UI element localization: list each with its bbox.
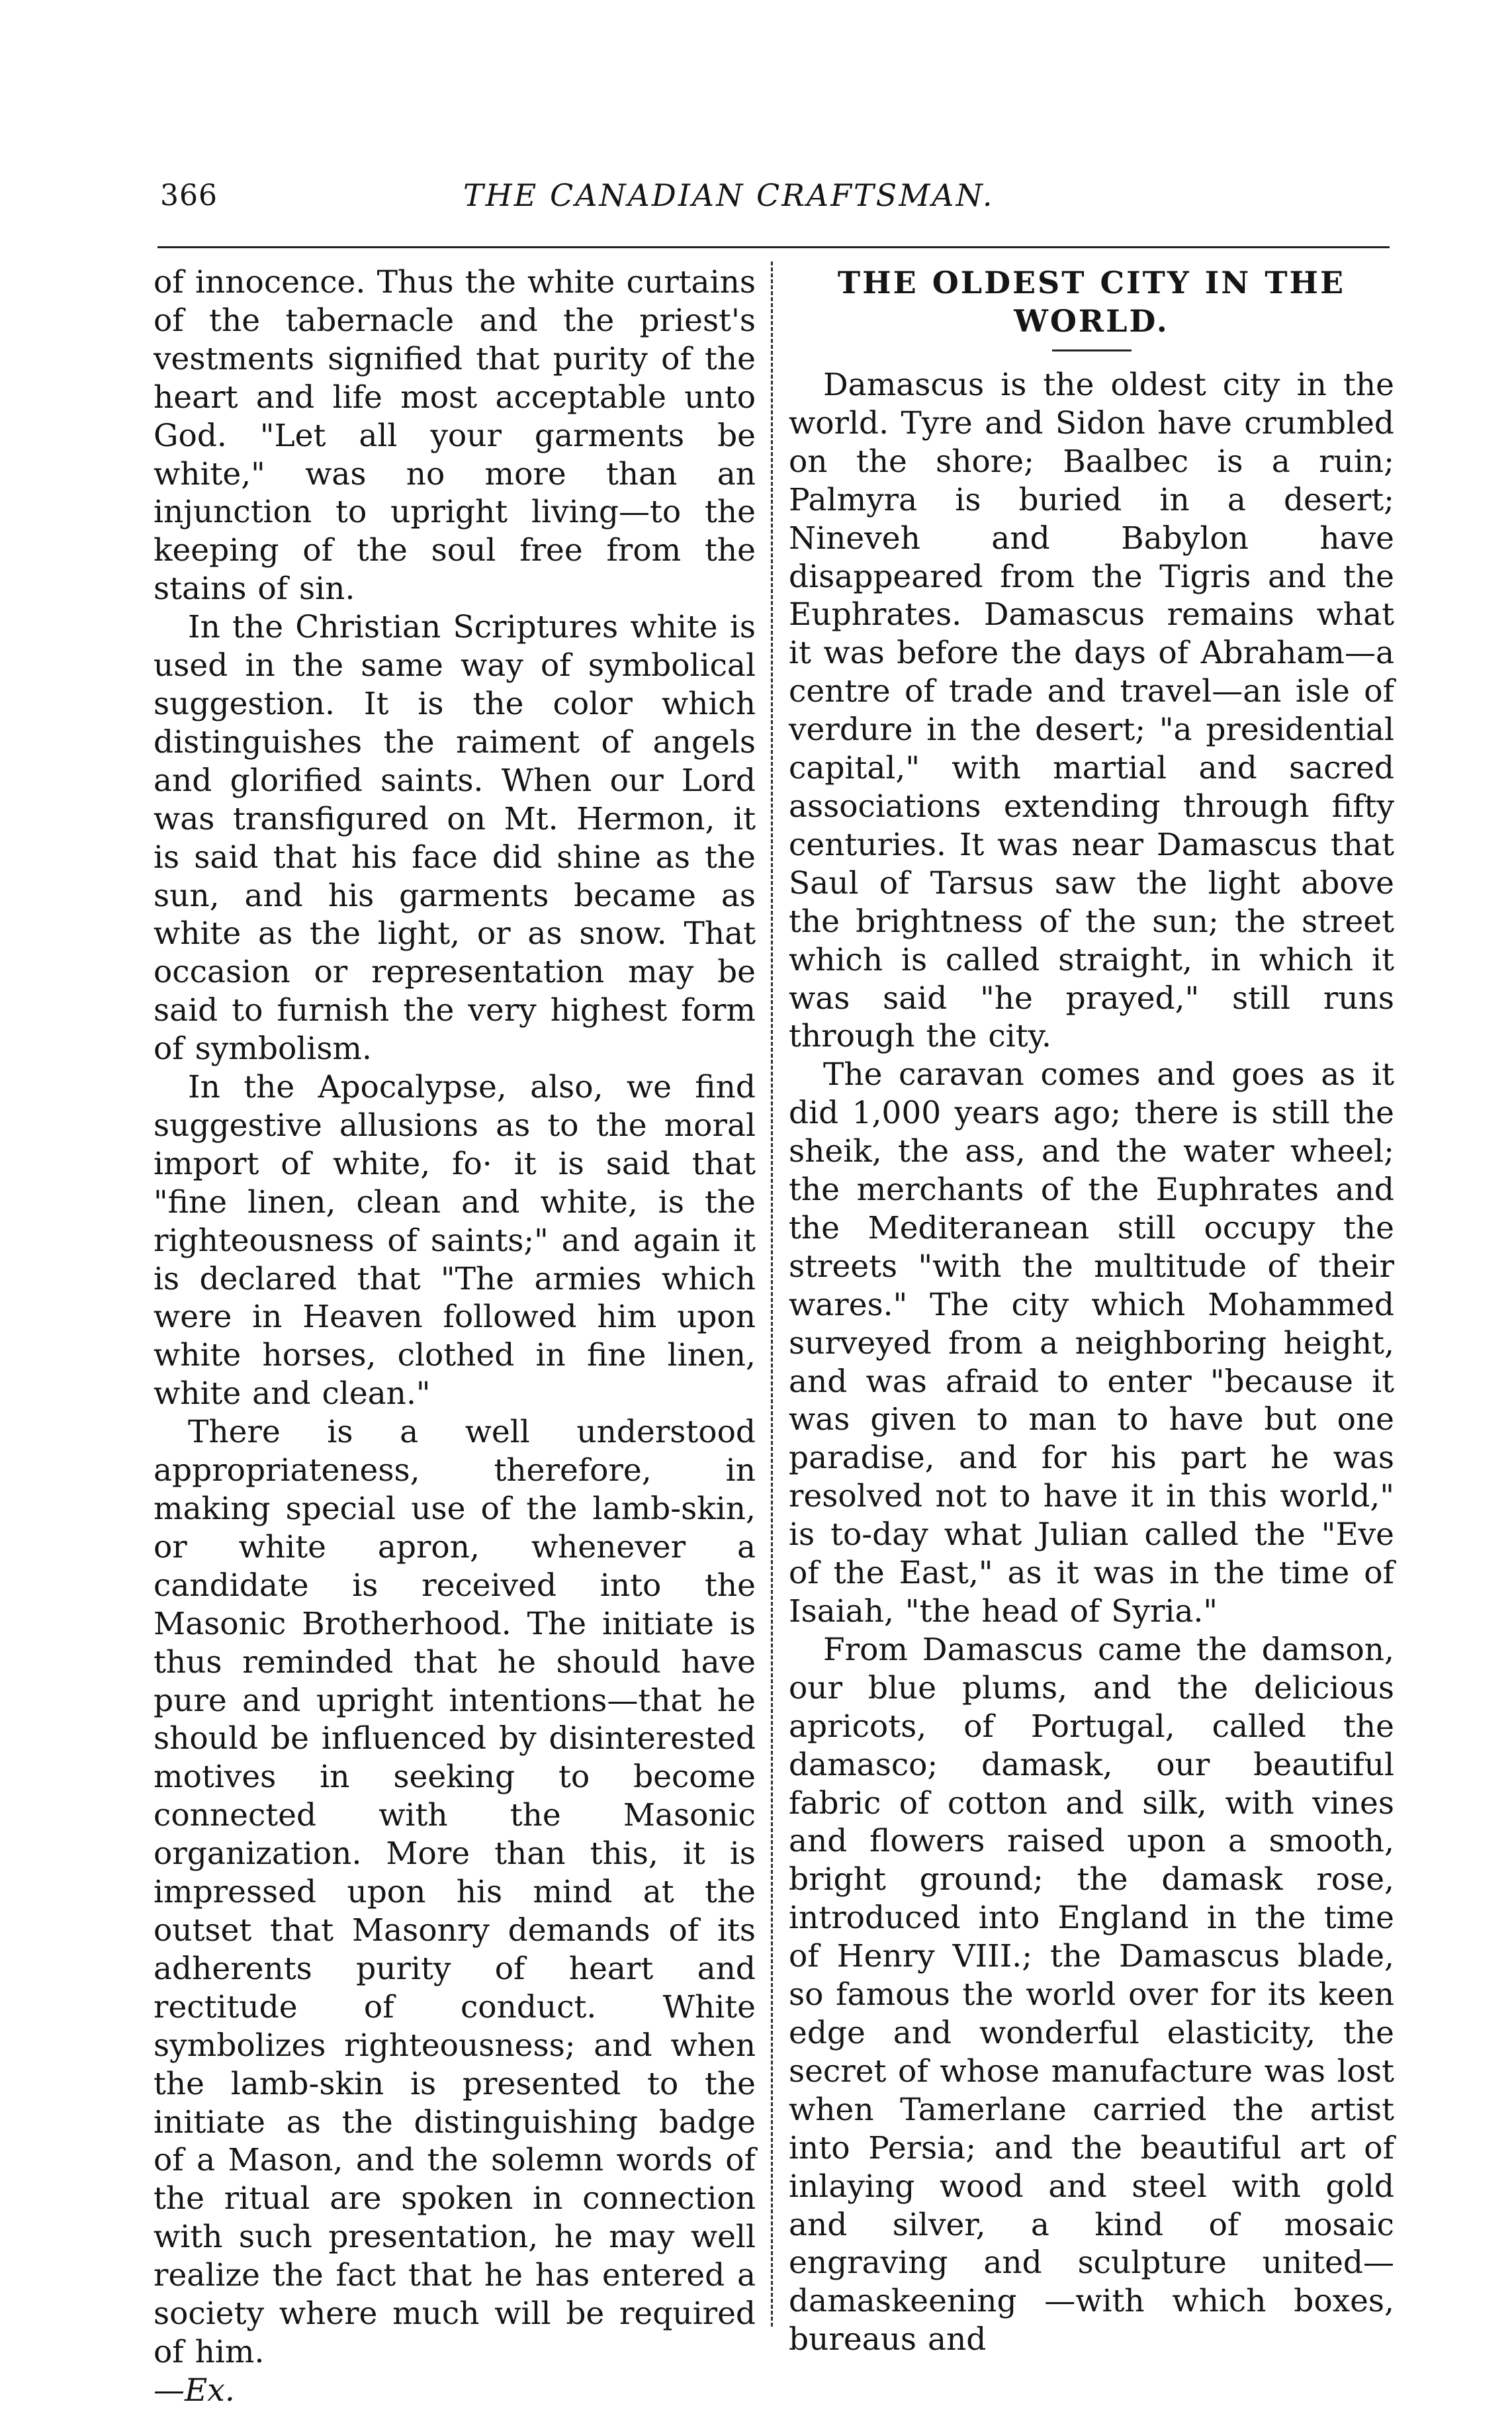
title-rule <box>1052 349 1132 351</box>
left-paragraph-1: of innocence. Thus the white curtains of the tabernacle and the priest's vestments signified that purity of the heart and life most acceptable unto God. "Let all your garments be white," was no more than an injunction to upright living—to the keeping of the soul free from the stains of sin. <box>154 264 756 608</box>
right-column <box>789 263 1394 2359</box>
column-divider <box>771 261 773 2327</box>
page-number: 366 <box>160 179 218 212</box>
left-paragraph-3: In the Apocalypse, also, we find suggestive allusions as to the moral import of white, fo· it is said that "fine linen, clean and white, is the righteousness of saints;" and again it is declared that "The armies which were in Heaven followed him upon white horses, clothed in fine linen, white and clean." <box>154 1069 756 1413</box>
credit-text: —Ex. <box>154 2372 235 2409</box>
right-paragraph-1: Damascus is the oldest city in the world. Tyre and Sidon have crumbled on the shore; Baalbec is a ruin; Palmyra is buried in a desert; Nineveh and Babylon have disappeared from the Tigris and the Euphrates. Damascus remains what it was before the days of Abraham—a centre of trade and travel—an isle of verdure in the desert; "a presidential capital," with martial and sacred associations extending through fifty centuries. It was near Damascus that Saul of Tarsus saw the light above the brightness of the sun; the street which is called straight, in which it was said "he prayed," still runs through the city. <box>789 367 1394 1055</box>
left-paragraph-2: In the Christian Scriptures white is used in the same way of symbolical suggestion. It is the color which distinguishes the raiment of angels and glorified saints. When our Lord was transfigured on Mt. Hermon, it is said that his face did shine as the sun, and his garments became as white as the light, or as snow. That occasion or representation may be said to furnish the very highest form of symbolism. <box>154 609 756 1068</box>
running-head: THE CANADIAN CRAFTSMAN. <box>463 177 995 213</box>
left-paragraph-4: There is a well understood appropriateness, therefore, in making special use of the lamb-skin, or white apron, whenever a candidate is received into the Masonic Brotherhood. The initiate is thus reminded that he should have pure and upright intentions—that he should be influenced by disinterested motives in seeking to become connected with the Masonic organization. More than this, it is impressed upon his mind at the outset that Masonry demands of its adherents purity of heart and rectitude of conduct. White symbolizes righteousness; and when the lamb-skin is presented to the initiate as the distinguishing badge of a Mason, and the solemn words of the ritual are spoken in connection with such presentation, he may well realize the fact that he has entered a society where much will be required of him. <box>154 1414 756 2370</box>
credit-line <box>154 2372 756 2410</box>
header-rule <box>157 246 1390 248</box>
article-title: THE OLDEST CITY IN THE WORLD. <box>837 265 1346 339</box>
left-column <box>154 263 756 2410</box>
right-paragraph-2: The caravan comes and goes as it did 1,000 years ago; there is still the sheik, the ass, and the water wheel; the merchants of the Euphrates and the Mediteranean still occupy the streets "with the multitude of their wares." The city which Mohammed surveyed from a neighboring height, and was afraid to enter "because it was given to man to have but one paradise, and for his part he was resolved not to have it in this world," is to-day what Julian called the "Eve of the East," as it was in the time of Isaiah, "the head of Syria." <box>789 1056 1394 1630</box>
right-paragraph-3: From Damascus came the damson, our blue plums, and the delicious apricots, of Portugal, called the damasco; damask, our beautiful fabric of cotton and silk, with vines and flowers raised upon a smooth, bright ground; the damask rose, introduced into England in the time of Henry VIII.; the Damascus blade, so famous the world over for its keen edge and wonderful elasticity, the secret of whose manufacture was lost when Tamerlane carried the artist into Persia; and the beautiful art of inlaying wood and steel with gold and silver, a kind of mosaic engraving and sculpture united—damaskeening —with which boxes, bureaus and <box>789 1631 1394 2358</box>
